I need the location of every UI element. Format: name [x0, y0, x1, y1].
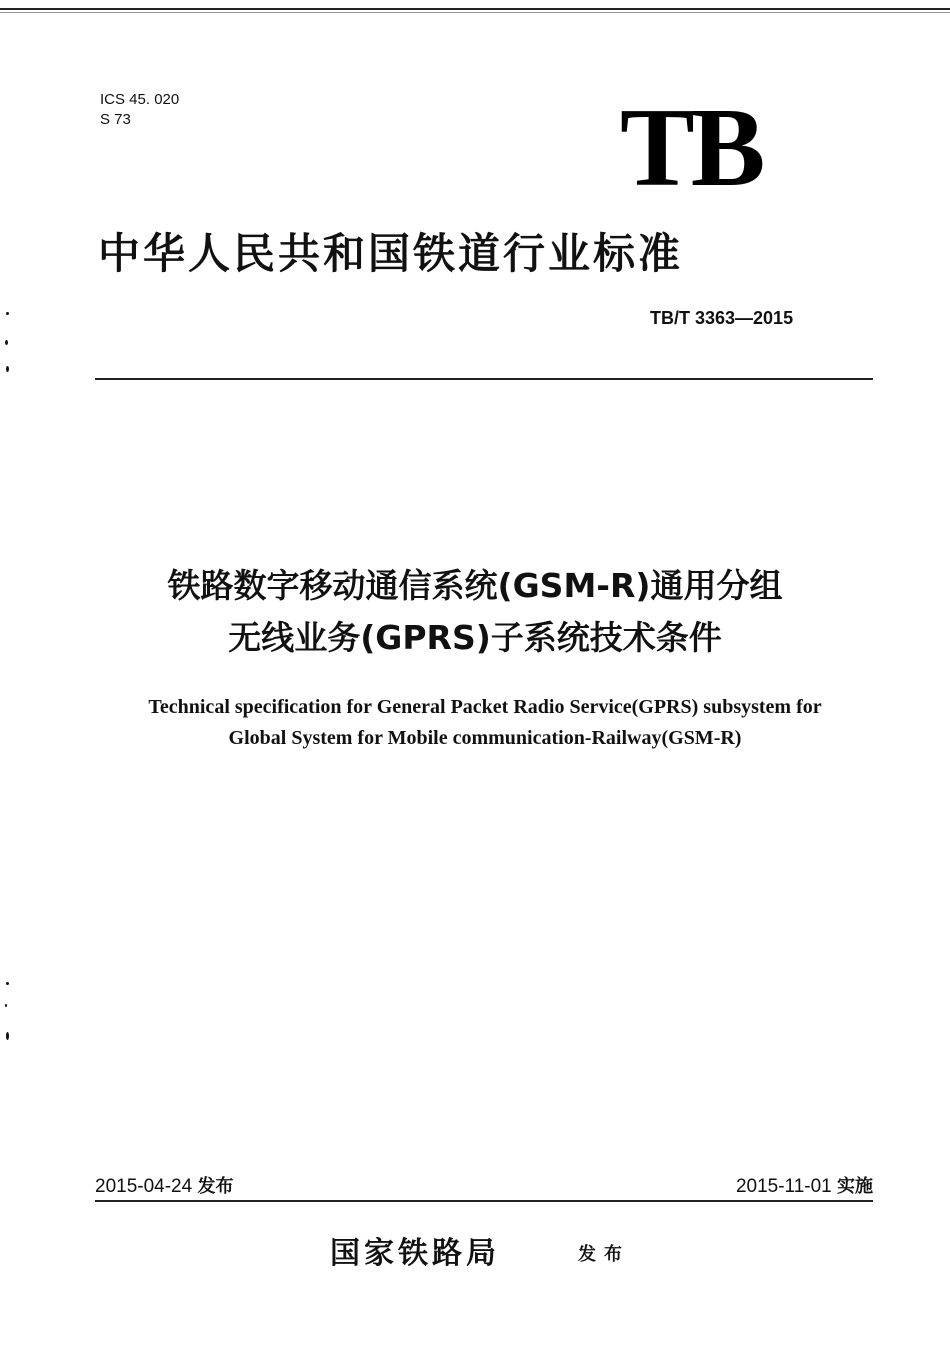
scan-speck	[6, 312, 9, 315]
issue-date	[95, 1172, 233, 1198]
scan-speck	[6, 366, 9, 372]
title-english-line-2: Global System for Mobile communication-Railway(GSM-R)	[228, 727, 742, 749]
publisher-suffix: 发布	[578, 1244, 630, 1265]
title-chinese-line-1: 铁路数字移动通信系统(GSM-R)通用分组	[167, 566, 783, 605]
title-chinese	[60, 560, 890, 664]
classification-codes	[100, 90, 179, 130]
implementation-date-suffix: 实施	[837, 1176, 873, 1197]
scan-speck	[6, 1032, 9, 1040]
tb-logo: TB	[620, 86, 762, 210]
title-english-line-1: Technical specification for General Packet Radio Service(GPRS) subsystem for	[148, 696, 822, 718]
scan-speck	[5, 1004, 7, 1007]
header-divider	[95, 378, 873, 380]
implementation-date-value: 2015-11-01	[735, 1176, 832, 1197]
publisher-name: 国家铁路局	[330, 1236, 500, 1271]
standard-heading: 中华人民共和国铁道行业标准	[98, 229, 684, 278]
scan-speck	[6, 982, 9, 985]
ccs-code: S 73	[100, 111, 131, 128]
scan-speck	[5, 340, 8, 345]
top-border-rule-thin	[0, 12, 950, 13]
standard-number: TB/T 3363—2015	[650, 308, 794, 328]
ics-code: ICS 45. 020	[100, 91, 180, 108]
title-english	[90, 692, 880, 754]
issue-date-suffix: 发布	[197, 1176, 234, 1197]
date-row	[95, 1172, 873, 1202]
issue-date-value: 2015-04-24	[95, 1176, 193, 1197]
implementation-date	[736, 1172, 873, 1198]
top-border-rule	[0, 8, 950, 10]
title-chinese-line-2: 无线业务(GPRS)子系统技术条件	[228, 618, 722, 657]
